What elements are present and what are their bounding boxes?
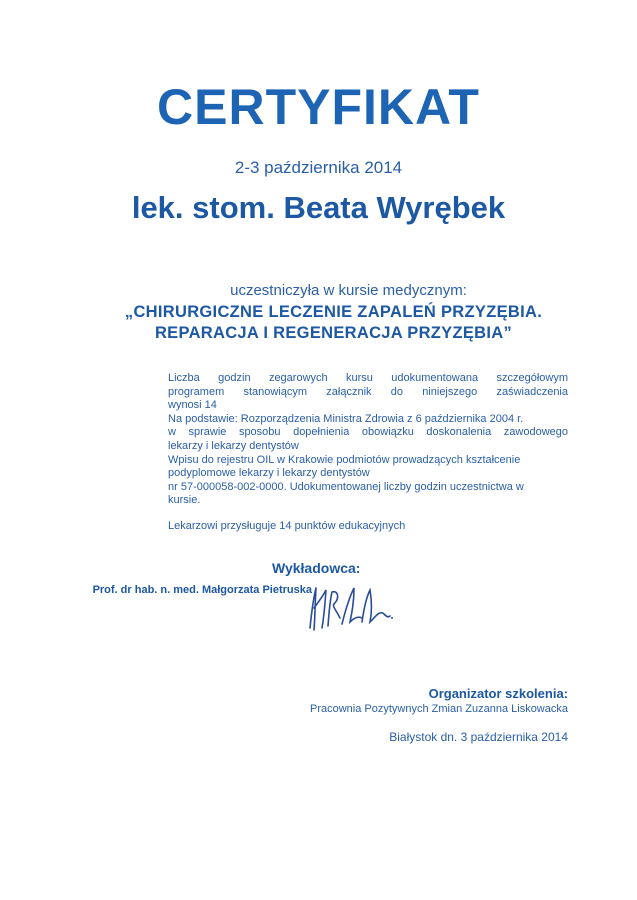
details-line: nr 57-000058-002-0000. Udokumentowanej liczby godzin uczestnictwa w (168, 480, 524, 493)
details-line: Na podstawie: Rozporządzenia Ministra Zdrowia z 6 października 2004 r. (168, 412, 524, 425)
organizer-label: Organizator szkolenia: (428, 686, 568, 701)
course-title-line-1: „CHIRURGICZNE LECZENIE ZAPALEŃ PRZYZĘBIA. (124, 303, 543, 321)
place-and-date: Białystok dn. 3 października 2014 (389, 730, 568, 744)
lecturer-name: Prof. dr hab. n. med. Małgorzata Pietruska (92, 584, 312, 596)
participation-intro: uczestniczyła w kursie medycznym: (230, 282, 467, 299)
course-title-line-2: REPARACJA I REGENERACJA PRZYZĘBIA” (154, 324, 513, 342)
education-points: Lekarzowi przysługuje 14 punktów edukacyjnych (168, 519, 406, 532)
details-line: programem stanowiącym załącznik do niniejszego zaświadczenia (168, 385, 568, 398)
course-date: 2-3 października 2014 (234, 158, 403, 177)
certificate-title: CERTYFIKAT (157, 79, 480, 135)
details-line: Wpisu do rejestru OIL w Krakowie podmiotów prowadzących kształcenie (168, 453, 521, 466)
details-line: kursie. (168, 494, 201, 507)
organizer-name: Pracownia Pozytywnych Zmian Zuzanna Liskowacka (309, 703, 568, 715)
details-line: podyplomowe lekarzy i lekarzy dentystów (168, 467, 370, 480)
signature-icon (302, 578, 398, 636)
recipient-name: lek. stom. Beata Wyrębek (131, 190, 506, 225)
details-line: lekarzy i lekarzy dentystów (168, 439, 299, 452)
course-title (0, 302, 637, 344)
details-line: wynosi 14 (168, 399, 217, 412)
course-details (168, 372, 568, 534)
lecturer-label: Wykładowca: (272, 560, 361, 576)
details-line: Liczba godzin zegarowych kursu udokumentowana szczegółowym (168, 372, 568, 384)
details-line: w sprawie sposobu dopełnienia obowiązku doskonalenia zawodowego (168, 426, 568, 439)
